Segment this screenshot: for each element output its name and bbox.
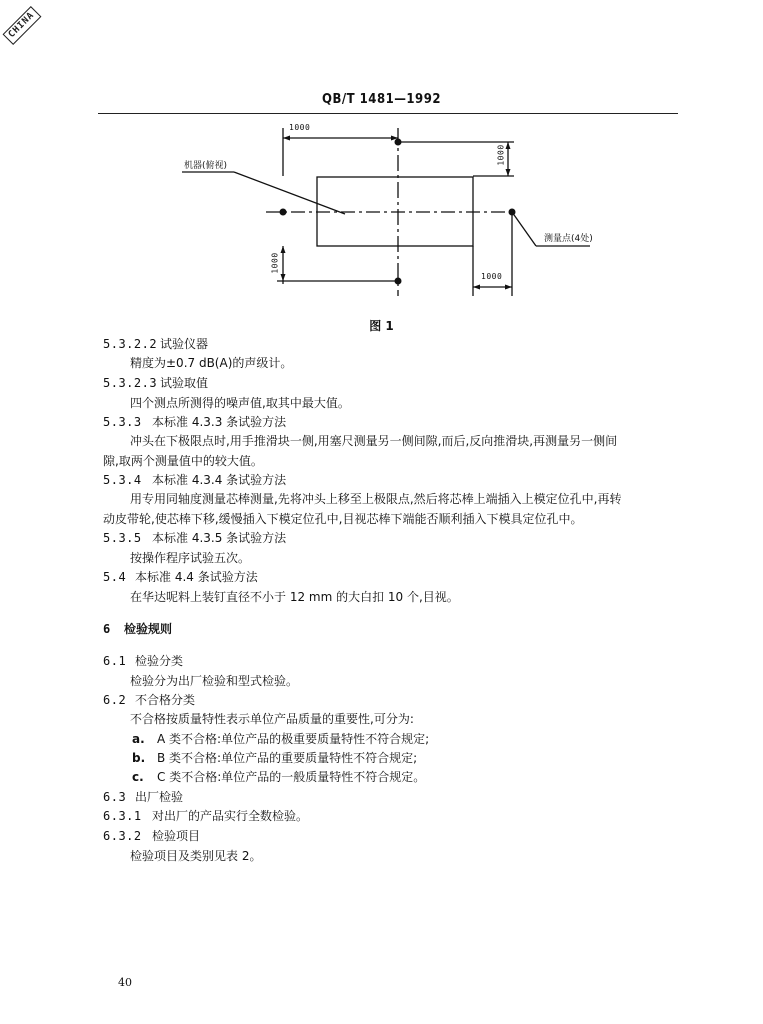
section-title: 本标准 4.3.5 条试验方法 [152, 531, 287, 545]
figure-1-diagram [0, 0, 763, 330]
paragraph: 动皮带轮,使芯棒下移,缓慢插入下模定位孔中,目视芯棒下端能否顺利插入下模具定位孔中。 [103, 512, 583, 526]
paragraph: 检验项目及类别见表 2。 [130, 849, 262, 863]
corner-stamp: CHINA [3, 6, 42, 45]
section-title: 本标准 4.3.3 条试验方法 [152, 415, 287, 429]
paragraph: 精度为±0.7 dB(A)的声级计。 [130, 356, 293, 370]
section-number: 6.1 [103, 654, 127, 668]
label-machine: 机器(俯视) [184, 161, 228, 171]
paragraph: 对出厂的产品实行全数检验。 [152, 809, 309, 823]
section-title: 试验取值 [160, 376, 209, 390]
paragraph: 不合格按质量特性表示单位产品质量的重要性,可分为: [130, 712, 414, 726]
measure-point-left [280, 209, 287, 216]
figure-caption: 图 1 [369, 319, 394, 333]
chapter-number: 6 [103, 622, 111, 636]
dim-left-bottom: 1000 [270, 252, 280, 274]
list-item: B 类不合格:单位产品的重要质量特性不符合规定; [157, 751, 418, 765]
section-title: 不合格分类 [135, 693, 196, 707]
section-title: 检验项目 [152, 829, 201, 843]
page-header: QB/T 1481—1992 [322, 92, 441, 107]
paragraph: 在华达呢料上装钉直径不小于 12 mm 的大白扣 10 个,目视。 [130, 590, 459, 604]
paragraph: 四个测点所测得的噪声值,取其中最大值。 [130, 396, 350, 410]
list-item: C 类不合格:单位产品的一般质量特性不符合规定。 [157, 770, 426, 784]
section-number: 5.3.2.2 [103, 337, 158, 351]
dim-right-top: 1000 [496, 144, 506, 166]
paragraph: 用专用同轴度测量芯棒测量,先将冲头上移至上极限点,然后将芯棒上端插入上模定位孔中,再转 [130, 492, 622, 506]
label-measure-point: 测量点(4处) [544, 234, 593, 244]
paragraph: 冲头在下极限点时,用手推滑块一侧,用塞尺测量另一侧间隙,而后,反向推滑块,再测量另一侧间 [130, 434, 618, 448]
measure-point-top [395, 139, 402, 146]
section-title: 检验分类 [135, 654, 184, 668]
section-number: 6.3.1 [103, 809, 142, 823]
section-number: 5.3.2.3 [103, 376, 158, 390]
paragraph: 按操作程序试验五次。 [130, 551, 251, 565]
list-marker: c. [132, 770, 144, 784]
dim-right-bottom: 1000 [481, 272, 503, 281]
section-number: 5.3.3 [103, 415, 142, 429]
section-number: 6.3.2 [103, 829, 142, 843]
measure-point-bottom [395, 278, 402, 285]
section-title: 试验仪器 [160, 337, 209, 351]
list-marker: b. [132, 751, 146, 765]
point-leader [512, 212, 536, 246]
dim-top-left: 1000 [289, 123, 311, 132]
section-number: 6.3 [103, 790, 127, 804]
section-number: 5.4 [103, 570, 127, 584]
list-item: A 类不合格:单位产品的极重要质量特性不符合规定; [157, 732, 430, 746]
measure-point-right [509, 209, 516, 216]
list-marker: a. [132, 732, 145, 746]
section-number: 5.3.4 [103, 473, 142, 487]
machine-leader [234, 172, 345, 214]
page-number: 40 [118, 976, 132, 989]
paragraph: 隙,取两个测量值中的较大值。 [103, 454, 263, 468]
paragraph: 检验分为出厂检验和型式检验。 [130, 674, 299, 688]
section-number: 6.2 [103, 693, 127, 707]
section-number: 5.3.5 [103, 531, 142, 545]
section-title: 出厂检验 [135, 790, 184, 804]
chapter-title: 检验规则 [124, 622, 173, 636]
section-title: 本标准 4.4 条试验方法 [135, 570, 258, 584]
section-title: 本标准 4.3.4 条试验方法 [152, 473, 287, 487]
